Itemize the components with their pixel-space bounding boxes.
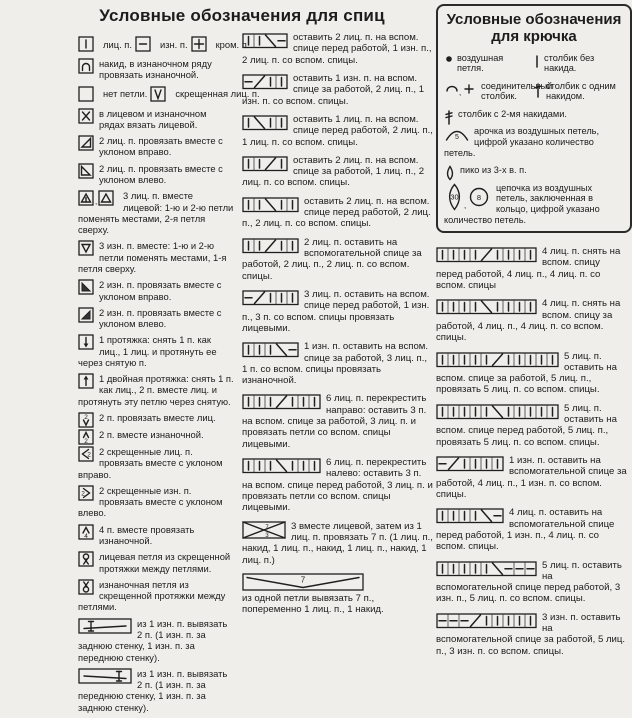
- knitting-legend-column-right: [436, 246, 628, 664]
- knit-stitch-icon: [78, 36, 94, 52]
- legend-item-text: изнаночная петля из скрещенной протяжки между петлями.: [78, 578, 226, 613]
- legend-item-text: 3 лиц. п. вместе лицевой: 1-ю и 2-ю петли поменять местами, 2-я петля сверху.: [78, 190, 234, 236]
- svg-text:7: 7: [265, 524, 269, 531]
- cable-symbol-icon: [242, 155, 288, 172]
- p2tog-right-icon: [78, 279, 94, 295]
- cable-symbol-icon: [436, 560, 537, 577]
- legend-item-text: 1 изн. п. оставить на вспом. спице за работой, 3 лиц. п., 1 п. со вспом. спицы провязать изнаночной.: [242, 341, 429, 387]
- legend-item: [78, 668, 234, 713]
- legend-item-text: оставить 1 изн. п. на вспом. спице за работой, 2 лиц. п., 1 изн. п. со вспом. спицы.: [242, 72, 425, 107]
- edge-stitch-icon: [191, 36, 207, 52]
- legend-item: [78, 240, 234, 274]
- legend-item: [78, 412, 234, 423]
- legend-item: [78, 334, 234, 368]
- legend-item: [242, 32, 434, 66]
- crochet-legend-grid: [444, 53, 624, 102]
- legend-item: [78, 279, 234, 302]
- legend-item-text: 6 лиц. п. перекрестить направо: оставить 3 п. на вспом. спице за работой, 3 лиц. п. и провязать петли со вспом. спицы лицевыми.: [242, 393, 427, 450]
- legend-item: [436, 507, 628, 552]
- legend-item: [436, 246, 628, 291]
- crochet-legend-box: [436, 4, 632, 233]
- legend-item-text: 1 двойная протяжка: снять 1 п. как лиц., 2 п. вместе лиц. и протянуть эту петлю через снятую.: [78, 373, 234, 407]
- crossed-knit-icon: [150, 86, 166, 102]
- cable-symbol-icon: [242, 114, 288, 131]
- legend-item: [436, 403, 628, 448]
- svg-text:8: 8: [476, 192, 482, 202]
- legend-item-text: 5 лиц. п. оставить на вспом. спице за работой, 5 лиц. п., провязать 5 лиц. п. со вспом. спицы.: [436, 350, 617, 396]
- cable-symbol-icon: [436, 403, 559, 420]
- crochet-legend-item: [533, 81, 624, 102]
- legend-item-text: скрещенная лиц. п.: [175, 88, 260, 100]
- crochet-legend-item: [444, 165, 624, 176]
- legend-item: [78, 307, 234, 330]
- legend-item-text: нет петли.: [103, 88, 148, 100]
- cable-symbol-icon: [242, 237, 299, 254]
- p3tog-swap-icon: [78, 240, 94, 256]
- p2tog-2-icon: [78, 429, 94, 445]
- treble-crochet-icon: [444, 109, 454, 126]
- legend-item-text: 4 лиц. п. оставить на вспомогательной спице перед работой, 1 изн. п., 4 лиц. п. со вспом. спицы.: [436, 507, 615, 553]
- svg-text:,: ,: [95, 197, 98, 207]
- cable-symbol-icon: [242, 289, 299, 306]
- legend-item-text: 1 изн. п. оставить на вспомогательной спице за работой, 4 лиц. п., 1 изн. п. со вспом. спицы.: [436, 455, 627, 500]
- knit-from-strand-icon: [78, 551, 94, 567]
- cable-symbol-icon: [242, 196, 299, 213]
- knitting-legend-column-left: [78, 36, 260, 718]
- legend-item: [242, 521, 434, 566]
- legend-item-text: оставить 2 лиц. п. на вспом. спице перед работой, 1 изн. п., 2 лиц. п. со вспом. спицы.: [242, 32, 432, 66]
- chain-arch-5-icon: [444, 126, 470, 142]
- legend-item-text: 1 протяжка: снять 1 п. как лиц., 1 лиц. и протянуть ее через снятую п.: [78, 334, 217, 368]
- legend-item-text: 5 лиц. п. оставить на вспомогательной спице перед работой, 3 изн. п., 5 лиц. п. со вспом. спицы.: [436, 559, 622, 605]
- cable-symbol-icon: [436, 351, 559, 368]
- legend-item: [242, 196, 434, 230]
- inc2-from-purl-b-icon: [78, 668, 132, 684]
- legend-item-text: 6 лиц. п. перекрестить налево: оставить 3 п. на вспом. спице перед работой, 3 лиц. п. и провязать петли со вспом. спицы лицевыми.: [242, 457, 433, 514]
- legend-item-text: арочка из воздушных петель, цифрой указано количество петель.: [444, 126, 600, 158]
- legend-item: [78, 579, 234, 613]
- legend-item: [78, 551, 234, 574]
- knitting-legend-title: Условные обозначения для спиц: [99, 6, 385, 25]
- no-stitch-icon: [78, 86, 94, 102]
- svg-text:5: 5: [455, 134, 459, 142]
- legend-item-text: 2 п. провязать вместе лиц.: [99, 412, 216, 424]
- cable-symbol-icon: [436, 507, 504, 524]
- cable-symbol-icon: [242, 393, 321, 410]
- legend-item: [78, 618, 234, 663]
- crossed-k2tog-right-icon: [78, 446, 94, 462]
- legend-item-text: лиц. п.: [103, 38, 132, 50]
- legend-item: [436, 612, 628, 657]
- legend-item-text: накид, в изнаночном ряду провязать изнаночной.: [99, 58, 212, 81]
- chain-stitch-icon: [444, 54, 454, 64]
- legend-item-text: изн. п.: [159, 38, 188, 50]
- svg-text:2: 2: [84, 438, 88, 446]
- svg-text:2: 2: [81, 490, 85, 498]
- single-crochet-icon: [533, 54, 541, 69]
- legend-item-text: 2 лиц. п. провязать вместе с уклоном влево.: [99, 162, 223, 185]
- legend-item-text: 2 изн. п. провязать вместе с уклоном вправо.: [99, 279, 222, 302]
- double-pass-icon: [78, 373, 94, 389]
- legend-item: [242, 237, 434, 282]
- cable-symbol-icon: [436, 455, 504, 472]
- knitting-legend-column-middle: [242, 32, 434, 622]
- legend-item: [78, 373, 234, 407]
- legend-pair: [135, 36, 188, 53]
- bobble-7from1-icon: [242, 521, 286, 539]
- fan-7from1-icon: [242, 573, 434, 591]
- cable-symbol-icon: [436, 246, 537, 263]
- legend-item-text: 3 вместе лицевой, затем из 1 лиц. п. провязать 7 п. (1 лиц. п., накид, 1 лиц. п., накид, 1 лиц. п., накид, 1 лиц. п.): [242, 520, 433, 566]
- k3tog-swap-icon: [78, 190, 118, 206]
- legend-pair: [78, 36, 132, 53]
- svg-text:,: ,: [464, 200, 467, 210]
- legend-item: [242, 73, 434, 107]
- picot-icon: [444, 165, 456, 181]
- legend-item: [78, 86, 260, 103]
- svg-text:4: 4: [84, 532, 88, 540]
- legend-item-text: оставить 1 лиц. п. на вспом. спице перед работой, 2 лиц. п., 1 лиц. п. со вспом. спицы.: [242, 113, 433, 148]
- cable-symbol-icon: [436, 298, 537, 315]
- legend-item: [242, 155, 434, 189]
- p4tog-icon: [78, 524, 94, 540]
- crochet-legend-item: [444, 53, 528, 74]
- legend-item: [78, 485, 234, 519]
- legend-item: [78, 190, 234, 235]
- legend-item-text: 3 изн. п. оставить на вспомогательной спице за работой, 5 лиц. п., 3 изн. п. со вспом. спицы.: [436, 611, 626, 657]
- knit-all-rows-icon: [78, 108, 94, 124]
- legend-item-text: кром. п.: [215, 38, 250, 50]
- svg-text:7: 7: [300, 575, 306, 585]
- legend-item-text: столбик с одним накидом.: [546, 80, 616, 102]
- cable-symbol-icon: [242, 341, 299, 358]
- k2tog-2v-icon: [78, 412, 94, 428]
- svg-text:3: 3: [265, 532, 269, 539]
- crossed-p2tog-left-icon: [78, 485, 94, 501]
- legend-item-text: 2 скрещенные изн. п. провязать вместе с уклоном влево.: [78, 484, 223, 519]
- legend-item-text: 4 п. вместе провязать изнаночной.: [99, 523, 195, 546]
- slip-stitch-icon: [444, 82, 478, 96]
- legend-item-text: 3 изн. п. вместе: 1-ю и 2-ю петли поменять местами, 1-я петля сверху.: [78, 240, 227, 274]
- slip-pass-icon: [78, 334, 94, 350]
- legend-item: [242, 114, 434, 148]
- legend-item-text: соединительный столбик.: [481, 80, 553, 102]
- legend-item: [78, 429, 234, 446]
- legend-item-text: из 1 изн. п. вывязать 2 п. (1 изн. п. за переднюю стенку, 1 изн. п. за заднюю стенку).: [78, 667, 228, 713]
- cable-symbol-icon: [242, 73, 288, 90]
- legend-item-text: столбик без накида.: [544, 52, 595, 74]
- crochet-legend-title: Условные обозначения для крючка: [446, 11, 622, 45]
- legend-item: [78, 36, 250, 53]
- legend-item: [78, 58, 234, 81]
- legend-item-text: 2 скрещенные лиц. п. провязать вместе с уклоном вправо.: [78, 446, 223, 480]
- legend-item: [242, 393, 434, 450]
- legend-item-text: из одной петли вывязать 7 п., попеременно 1 лиц. п., 1 накид.: [242, 592, 384, 616]
- legend-item-text: столбик с 2-мя накидами.: [458, 108, 567, 119]
- crochet-legend-item: [444, 109, 624, 120]
- legend-item: [78, 524, 234, 547]
- cable-symbol-icon: [436, 612, 537, 629]
- crochet-legend-item: [444, 126, 624, 158]
- legend-item-text: оставить 2 лиц. п. на вспом. спице перед работой, 2 лиц. п., 2 лиц. п. со вспом. спицы.: [242, 195, 431, 230]
- legend-item: [436, 298, 628, 343]
- purl-stitch-icon: [135, 36, 151, 52]
- legend-item-text: лицевая петля из скрещенной протяжки между петлями.: [99, 551, 231, 574]
- svg-text:2: 2: [87, 451, 91, 459]
- legend-item: [242, 289, 434, 334]
- legend-item: [436, 351, 628, 396]
- legend-pair: [78, 86, 147, 103]
- legend-item-text: пико из 3-х в. п.: [460, 165, 527, 176]
- legend-item-text: 2 изн. п. провязать вместе с уклоном влево.: [99, 306, 222, 330]
- legend-item-text: 4 лиц. п. снять на вспом. спицу за работой, 4 лиц. п., 4 лиц. п. со вспом. спицы.: [436, 298, 621, 344]
- double-crochet-icon: [533, 82, 543, 99]
- legend-item: [78, 108, 234, 131]
- legend-item: [436, 455, 628, 500]
- legend-item: [78, 135, 234, 158]
- yarn-over-icon: [78, 58, 94, 74]
- legend-item-text: 2 лиц. п. оставить на вспомогательной спице за работой, 2 лиц. п., 2 лиц. п. со вспом. спицы.: [242, 236, 422, 282]
- chain-ring-icon: [444, 183, 492, 211]
- legend-item-text: воздушная петля.: [457, 52, 504, 74]
- legend-item: [78, 163, 234, 186]
- legend-pair: [191, 36, 250, 53]
- crochet-legend-item: [533, 53, 624, 74]
- legend-item-text: в лицевом и изнаночном рядах вязать лицевой.: [99, 107, 207, 130]
- legend-item-text: 2 лиц. п. провязать вместе с уклоном вправо.: [99, 135, 223, 158]
- legend-item: [242, 341, 434, 386]
- cable-symbol-icon: [242, 32, 288, 49]
- legend-item-text: оставить 2 лиц. п. на вспом. спице за работой, 1 лиц. п., 2 лиц. п. со вспом. спицы.: [242, 154, 425, 189]
- purl-from-strand-icon: [78, 579, 94, 595]
- svg-text:2: 2: [84, 414, 88, 422]
- legend-item-text: 4 лиц. п. снять на вспом. спицу перед работой, 4 лиц. п., 4 лиц. п. со вспом. спицы: [436, 246, 621, 291]
- cable-symbol-icon: [242, 457, 321, 474]
- inc2-from-purl-a-icon: [78, 618, 132, 634]
- k2tog-right-icon: [78, 135, 94, 151]
- legend-item-text: 5 лиц. п. оставить на вспом. спице перед работой, 5 лиц. п., провязать 5 лиц. п. со вспом. спицы.: [436, 402, 617, 448]
- crochet-legend-item: [444, 183, 624, 225]
- legend-item: [242, 573, 434, 616]
- k2tog-left-icon: [78, 163, 94, 179]
- svg-text:30: 30: [450, 192, 459, 202]
- legend-item-text: 2 п. вместе изнаночной.: [99, 429, 204, 441]
- svg-text:,: ,: [459, 87, 462, 96]
- legend-item-text: 3 лиц. п. оставить на вспом. спице перед работой, 1 изн. п., 3 п. со вспом. спицы провязать лицевыми.: [242, 288, 430, 334]
- legend-item: [242, 457, 434, 514]
- legend-item-text: из 1 изн. п. вывязать 2 п. (1 изн. п. за заднюю стенку, 1 изн. п. за переднюю стенку).: [78, 617, 228, 663]
- legend-item: [78, 446, 234, 480]
- legend-item: [436, 560, 628, 605]
- crochet-legend-rows: [444, 109, 624, 225]
- p2tog-left-icon: [78, 307, 94, 323]
- crochet-legend-item: [444, 80, 553, 102]
- legend-item-text: цепочка из воздушных петель, заключенная в кольцо, цифрой указано количество петель.: [444, 182, 600, 225]
